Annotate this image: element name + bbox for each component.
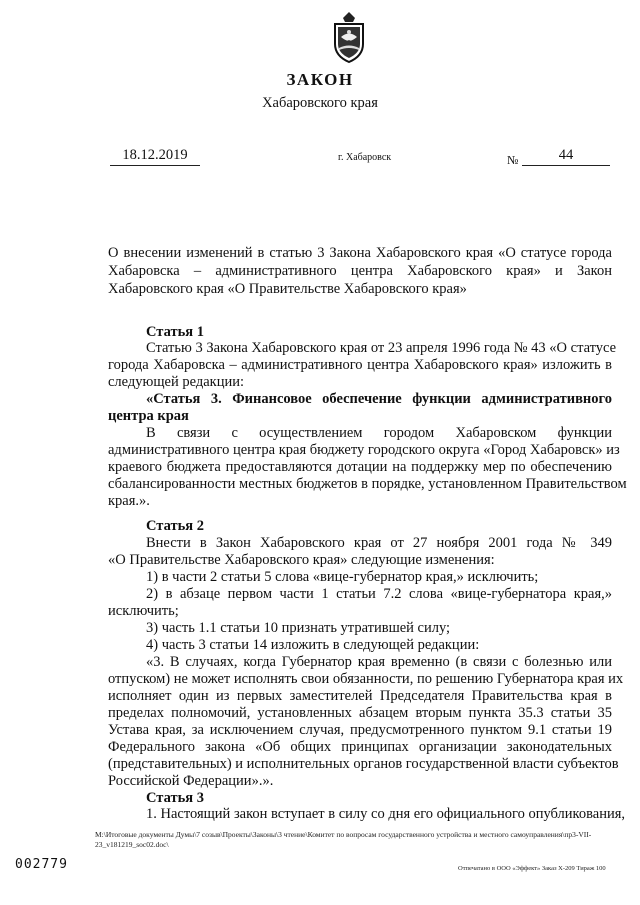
article-2-quote-line: исполняет один из первых заместителей Председателя Правительства края в [108,688,612,704]
number-sign: № [507,153,519,167]
registration-stamp: 002779 [15,857,68,872]
article-1-heading: Статья 1 [146,324,204,340]
law-number: 44 [522,147,610,166]
article-2-item-4: 4) часть 3 статьи 14 изложить в следующей редакции: [146,637,480,653]
article-2-quote-line: «3. В случаях, когда Губернатор края временно (в связи с болезнью или [146,654,612,670]
article-2-intro: Внести в Закон Хабаровского края от 27 ноября 2001 года № 349 [146,535,612,551]
law-place: г. Хабаровск [338,152,392,163]
article-1-body-line: В связи с осуществлением городом Хабаровском функции [146,425,612,441]
article-1-body-line: краевого бюджета предоставляются дотации на поддержку мер по обеспечению [108,459,612,475]
law-title [108,245,612,298]
article-2-item-2: 2) в абзаце первом части 1 статьи 7.2 слова «вице-губернатора края,» [146,586,612,602]
article-1-body-line: края.». [108,493,150,509]
law-title-line: Хабаровска – административного центра Хабаровского края» и Закон [108,262,612,279]
article-3-heading: Статья 3 [146,790,204,806]
printer-imprint: Отпечатано в ООО «Эффект» Заказ Х-209 Тираж 100 [458,865,606,872]
article-2-item-1: 1) в части 2 статьи 5 слова «вице-губернатор края,» исключить; [146,569,539,585]
article-2-quote-line: (представительных) и исполнительных органов государственной власти субъектов [108,756,619,772]
article-2-heading: Статья 2 [146,518,204,534]
article-2-quote-line: Федерального закона «Об общих принципах организации законодательных [108,739,612,755]
article-2-item-3: 3) часть 1.1 статьи 10 признать утратившей силу; [146,620,451,636]
article-1-body-line: сбалансированности местных бюджетов в порядке, установленном Правительством [108,476,627,492]
file-path: M:\Итоговые документы Думы\7 созыв\Проекты\Законы\3 чтение\Комитет по вопросам государственного устройства и местного самоуправления\пр3-VII-23_v181219_soc02.doc\ [95,830,592,849]
article-2-intro: «О Правительстве Хабаровского края» следующие изменения: [108,552,495,568]
article-2-quote-line: Устава края, за исключением случая, предусмотренного пунктом 9.1 статьи 19 [108,722,612,738]
law-title-line: Хабаровского края «О Правительстве Хабаровского края» [108,280,467,297]
article-2-item-2: исключить; [108,603,179,619]
article-1-line: города Хабаровска – административного центра Хабаровского края» изложить в [108,357,612,373]
law-title-line: О внесении изменений в статью 3 Закона Хабаровского края «О статусе города [108,245,612,261]
article-1-body-line: административного центра края бюджету городского округа «Город Хабаровск» из [108,442,620,458]
coat-of-arms-icon [329,10,369,64]
article-1-new-title: центра края [108,408,189,424]
article-1-line: следующей редакции: [108,374,245,390]
article-2-quote-line: отпуском) не может исполнять свои обязанности, по решению Губернатора края их [108,671,624,687]
article-2-quote-line: Российской Федерации».». [108,773,274,789]
document-title: ЗАКОН [286,70,354,89]
article-3-line: 1. Настоящий закон вступает в силу со дня его официального опубликования, [146,806,626,822]
article-1-new-title: «Статья 3. Финансовое обеспечение функции административного [146,391,612,407]
document-subtitle: Хабаровского края [262,95,378,111]
law-date: 18.12.2019 [110,147,200,166]
article-1-line: Статью 3 Закона Хабаровского края от 23 апреля 1996 года № 43 «О статусе [146,340,617,356]
article-2-quote-line: пределах полномочий, установленных абзацем вторым пункта 35.3 статьи 35 [108,705,612,721]
